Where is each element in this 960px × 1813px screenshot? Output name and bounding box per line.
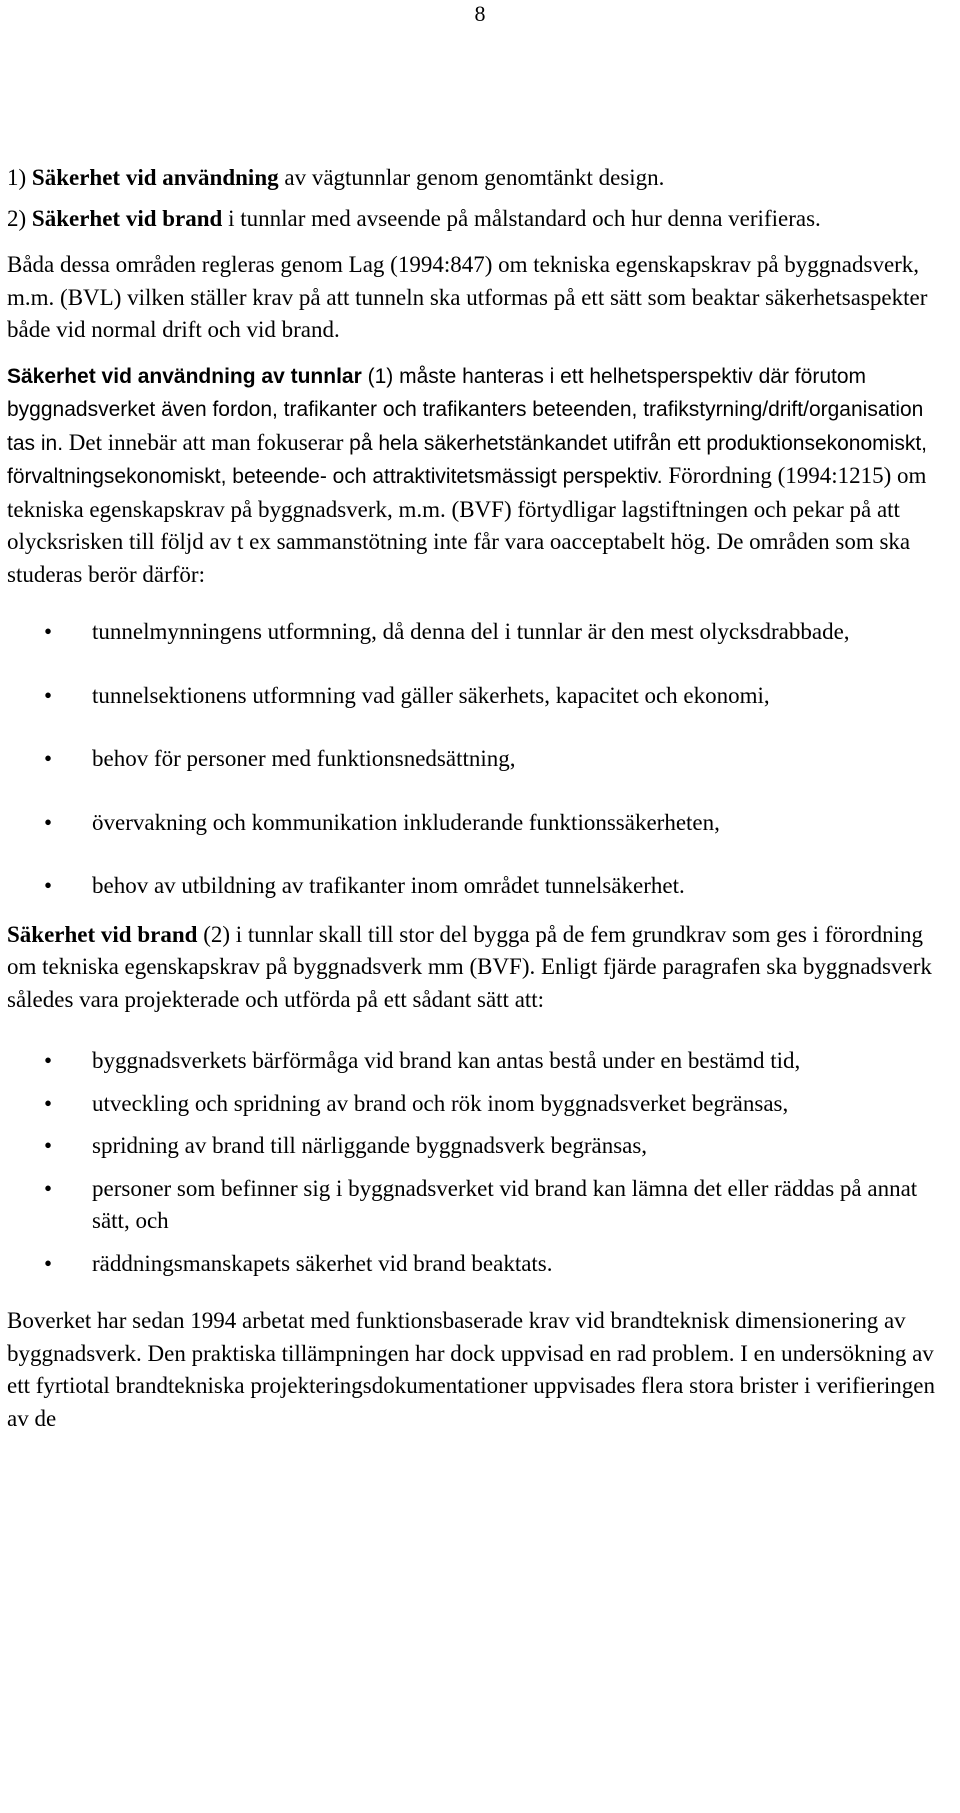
paragraph-boverket: Boverket har sedan 1994 arbetat med funktionsbaserade krav vid brandteknisk dimensionering av byggnadsverk. Den praktiska tillämpningen har dock uppvisad en rad problem. I en undersökning av ett fyrtiotal brandtekniska projekteringsdokumentationer uppvisades flera stora brister i verifieringen av de [7,1308,936,1431]
item-1-bold: Säkerhet vid användning [31,165,279,190]
sakerhet-anv-text-1: (1) måste hanteras i ett helhetsperspektiv där förutom byggnadsverket även fordon, trafikanter och trafikanters beteenden, trafikstyrning/drift/organisation tas in. [7,364,924,455]
list-item-text: spridning av brand till närliggande byggnadsverk begränsas, [92,1133,648,1158]
bullet-icon: • [44,619,53,644]
list-item [7,1088,957,1121]
list-item-text: behov för personer med funktionsnedsättning, [92,746,516,771]
list-item [7,870,957,903]
paragraph-item-2 [7,203,957,236]
list-item-text: tunnelsektionens utformning vad gäller säkerhets, kapacitet och ekonomi, [92,682,770,708]
list-item-text: räddningsmanskapets säkerhet vid brand beaktats. [92,1250,553,1276]
item-2-prefix: 2) [7,205,32,231]
list-item [7,680,957,713]
bullet-icon: • [44,1133,53,1158]
bullet-icon: • [44,809,53,835]
page-number: 8 [474,1,486,26]
sakerhet-brand-text: (2) i tunnlar skall till stor del bygga på de fem grundkrav som ges i förordning om tekniska egenskapskrav på byggnadsverk mm (BVF). Enligt fjärde paragrafen ska byggnadsverk således vara projekterade och utförda på ett sådant sätt att: [7,921,932,1012]
usage-bullet-list [7,616,957,903]
list-item [7,807,957,840]
sakerhet-anv-text-3: på hela säkerhetstänkandet utifrån ett produktionsekonomiskt, förvaltningsekonomiskt, beteende- och attraktivitetsmässigt perspektiv. [7,431,927,488]
paragraph-bada: Båda dessa områden regleras genom Lag (1994:847) om tekniska egenskapskrav på byggnadsverk, m.m. (BVL) vilken ställer krav på att tunneln ska utformas på ett sätt som beaktar säkerhetsaspekter både vid normal drift och vid brand. [7,252,928,342]
list-item-text: övervakning och kommunikation inkluderande funktionssäkerheten, [92,809,720,835]
list-item [7,1173,957,1238]
bullet-icon: • [44,682,53,708]
list-item [7,1045,957,1078]
list-item-text: tunnelmynningens utformning, då denna del i tunnlar är den mest olycksdrabbade, [92,619,850,644]
bullet-icon: • [44,873,53,898]
bullet-icon: • [44,1175,53,1201]
list-item-text: utveckling och spridning av brand och rök inom byggnadsverket begränsas, [92,1090,789,1116]
document-body [7,162,957,1435]
item-1-prefix: 1) [7,165,32,190]
sakerhet-anv-text-5: De områden som ska studeras berör därför: [7,529,911,587]
list-item-text: byggnadsverkets bärförmåga vid brand kan antas bestå under en bestämd tid, [92,1048,801,1073]
list-item-text: personer som befinner sig i byggnadsverket vid brand kan lämna det eller räddas på annat sätt, och [92,1175,918,1233]
bullet-icon: • [44,1250,53,1276]
bullet-icon: • [44,746,53,771]
list-item [7,616,957,649]
sakerhet-anv-text-2: Det innebär att man fokuserar [63,429,350,455]
item-2-bold: Säkerhet vid brand [31,205,223,231]
item-2-text: i tunnlar med avseende på målstandard och hur denna verifieras. [222,205,821,231]
bullet-icon: • [44,1048,53,1073]
sakerhet-brand-bold: Säkerhet vid brand [7,921,198,947]
paragraph-sakerhet-anvandning [7,360,957,592]
list-item [7,1248,957,1281]
sakerhet-anv-text-4: Förordning (1994:1215) om tekniska egenskapskrav på byggnadsverk, m.m. (BVF) förtydligar lagstiftningen och pekar på att olycksrisken till följd av t ex sammanstötning inte får vara oacceptabelt hög. [7,463,927,554]
bullet-icon: • [44,1090,53,1116]
paragraph-sakerhet-brand [7,919,957,1017]
paragraph-item-1 [7,162,957,195]
item-1-text: av vägtunnlar genom genomtänkt design. [278,165,665,190]
fire-bullet-list [7,1045,957,1280]
sakerhet-anv-bold: Säkerhet vid användning av tunnlar [7,364,362,388]
list-item [7,743,957,776]
list-item-text: behov av utbildning av trafikanter inom området tunnelsäkerhet. [92,873,685,898]
list-item [7,1130,957,1163]
